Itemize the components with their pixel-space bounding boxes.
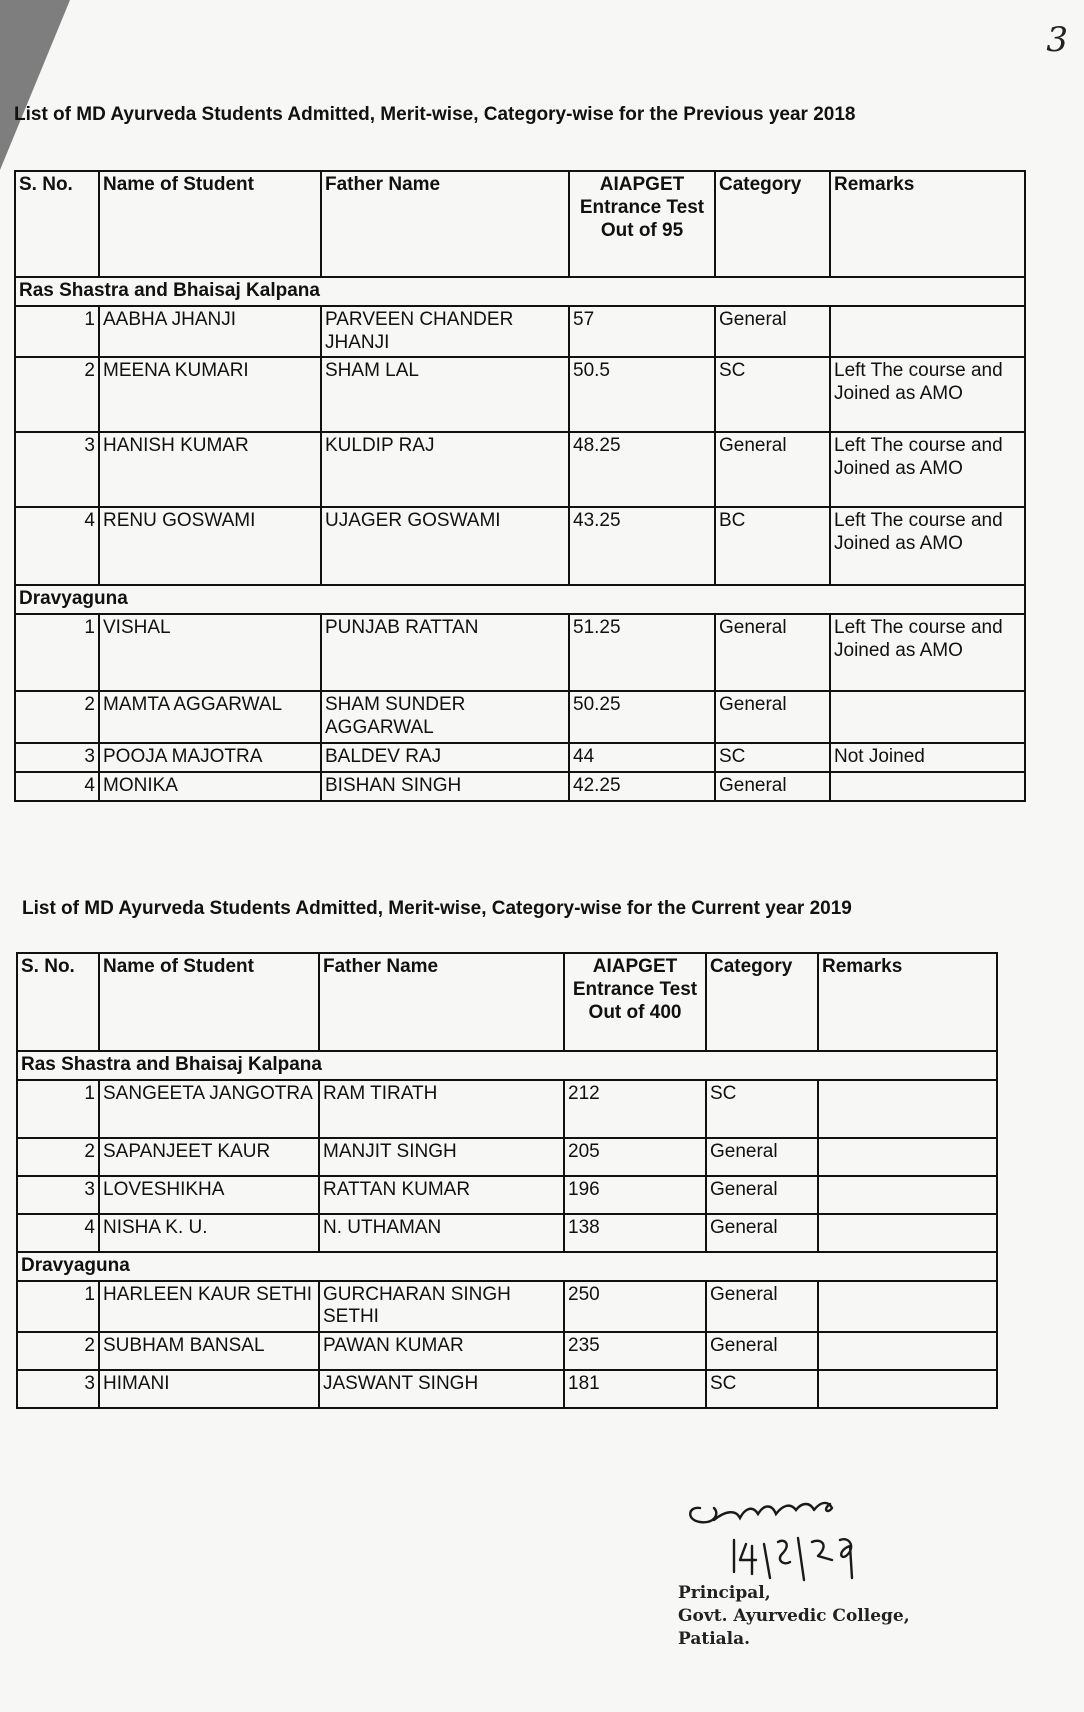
table-row xyxy=(17,1080,997,1138)
signatory-institution: Govt. Ayurvedic College, xyxy=(678,1605,910,1626)
table-row xyxy=(15,306,1025,358)
handwritten-signature xyxy=(680,1480,900,1590)
table-row xyxy=(15,357,1025,432)
cell-category: General xyxy=(715,772,830,801)
cell-remarks xyxy=(818,1370,997,1408)
cell-father: GURCHARAN SINGH SETHI xyxy=(319,1281,564,1333)
section-name: Ras Shastra and Bhaisaj Kalpana xyxy=(17,1051,997,1080)
cell-father: BISHAN SINGH xyxy=(321,772,569,801)
signatory-city: Patiala. xyxy=(678,1628,751,1649)
cell-sno: 1 xyxy=(17,1080,99,1138)
cell-sno: 1 xyxy=(17,1281,99,1333)
cell-score: 44 xyxy=(569,743,715,772)
cell-sno: 4 xyxy=(17,1214,99,1252)
cell-score: 181 xyxy=(564,1370,706,1408)
cell-father: SHAM SUNDER AGGARWAL xyxy=(321,691,569,743)
cell-category: General xyxy=(715,432,830,507)
cell-sno: 2 xyxy=(17,1138,99,1176)
signatory-block xyxy=(678,1582,910,1651)
header-remarks: Remarks xyxy=(818,953,997,1051)
cell-sno: 3 xyxy=(15,743,99,772)
cell-sno: 2 xyxy=(15,357,99,432)
cell-remarks xyxy=(818,1332,997,1370)
cell-remarks xyxy=(818,1281,997,1333)
cell-name: MAMTA AGGARWAL xyxy=(99,691,321,743)
header-category: Category xyxy=(706,953,818,1051)
cell-category: General xyxy=(715,306,830,358)
header-sno: S. No. xyxy=(15,171,99,277)
cell-sno: 3 xyxy=(17,1370,99,1408)
cell-remarks: Left The course and Joined as AMO xyxy=(830,614,1025,691)
cell-name: NISHA K. U. xyxy=(99,1214,319,1252)
section-row xyxy=(17,1252,997,1281)
table-row xyxy=(17,1281,997,1333)
scan-corner-shadow xyxy=(0,0,70,170)
section-row xyxy=(15,277,1025,306)
cell-remarks: Not Joined xyxy=(830,743,1025,772)
cell-category: SC xyxy=(715,743,830,772)
cell-name: POOJA MAJOTRA xyxy=(99,743,321,772)
page-number-mark: 3 xyxy=(1046,20,1068,60)
cell-name: HARLEEN KAUR SETHI xyxy=(99,1281,319,1333)
cell-name: MEENA KUMARI xyxy=(99,357,321,432)
cell-remarks xyxy=(818,1214,997,1252)
cell-name: HIMANI xyxy=(99,1370,319,1408)
cell-remarks xyxy=(830,691,1025,743)
cell-sno: 2 xyxy=(17,1332,99,1370)
cell-remarks xyxy=(830,306,1025,358)
cell-score: 212 xyxy=(564,1080,706,1138)
table-row xyxy=(15,507,1025,585)
cell-score: 250 xyxy=(564,1281,706,1333)
cell-remarks: Left The course and Joined as AMO xyxy=(830,507,1025,585)
cell-category: SC xyxy=(706,1080,818,1138)
cell-father: MANJIT SINGH xyxy=(319,1138,564,1176)
cell-sno: 4 xyxy=(15,507,99,585)
cell-sno: 2 xyxy=(15,691,99,743)
table-row xyxy=(15,691,1025,743)
cell-father: KULDIP RAJ xyxy=(321,432,569,507)
cell-score: 50.25 xyxy=(569,691,715,743)
cell-remarks xyxy=(818,1138,997,1176)
cell-father: JASWANT SINGH xyxy=(319,1370,564,1408)
header-father: Father Name xyxy=(319,953,564,1051)
cell-score: 138 xyxy=(564,1214,706,1252)
section-name: Dravyaguna xyxy=(17,1252,997,1281)
cell-category: General xyxy=(706,1214,818,1252)
cell-father: RATTAN KUMAR xyxy=(319,1176,564,1214)
table-2019 xyxy=(16,952,998,1409)
cell-remarks: Left The course and Joined as AMO xyxy=(830,357,1025,432)
cell-score: 50.5 xyxy=(569,357,715,432)
cell-father: N. UTHAMAN xyxy=(319,1214,564,1252)
signatory-title: Principal, xyxy=(678,1583,771,1603)
cell-sno: 3 xyxy=(15,432,99,507)
table-2018-header-row xyxy=(15,171,1025,277)
section-row xyxy=(15,585,1025,614)
header-score: AIAPGET Entrance Test Out of 95 xyxy=(569,171,715,277)
cell-sno: 4 xyxy=(15,772,99,801)
table-row xyxy=(15,614,1025,691)
title-2019: List of MD Ayurveda Students Admitted, Merit-wise, Category-wise for the Current year 2019 xyxy=(22,898,852,919)
cell-category: SC xyxy=(706,1370,818,1408)
section-name: Ras Shastra and Bhaisaj Kalpana xyxy=(15,277,1025,306)
cell-name: MONIKA xyxy=(99,772,321,801)
cell-father: PARVEEN CHANDER JHANJI xyxy=(321,306,569,358)
section-name: Dravyaguna xyxy=(15,585,1025,614)
table-row xyxy=(17,1332,997,1370)
cell-name: LOVESHIKHA xyxy=(99,1176,319,1214)
cell-score: 48.25 xyxy=(569,432,715,507)
cell-father: SHAM LAL xyxy=(321,357,569,432)
cell-name: VISHAL xyxy=(99,614,321,691)
table-row xyxy=(15,432,1025,507)
header-father: Father Name xyxy=(321,171,569,277)
cell-sno: 3 xyxy=(17,1176,99,1214)
cell-score: 205 xyxy=(564,1138,706,1176)
table-row xyxy=(15,743,1025,772)
cell-category: BC xyxy=(715,507,830,585)
cell-remarks: Left The course and Joined as AMO xyxy=(830,432,1025,507)
table-row xyxy=(17,1370,997,1408)
section-row xyxy=(17,1051,997,1080)
cell-remarks xyxy=(830,772,1025,801)
cell-category: General xyxy=(715,614,830,691)
header-name: Name of Student xyxy=(99,953,319,1051)
cell-name: SUBHAM BANSAL xyxy=(99,1332,319,1370)
cell-score: 42.25 xyxy=(569,772,715,801)
cell-sno: 1 xyxy=(15,306,99,358)
table-2019-header-row xyxy=(17,953,997,1051)
cell-father: RAM TIRATH xyxy=(319,1080,564,1138)
cell-score: 51.25 xyxy=(569,614,715,691)
cell-name: AABHA JHANJI xyxy=(99,306,321,358)
cell-score: 235 xyxy=(564,1332,706,1370)
cell-category: General xyxy=(706,1281,818,1333)
cell-category: General xyxy=(706,1332,818,1370)
cell-father: BALDEV RAJ xyxy=(321,743,569,772)
cell-father: PUNJAB RATTAN xyxy=(321,614,569,691)
cell-name: SANGEETA JANGOTRA xyxy=(99,1080,319,1138)
title-2018: List of MD Ayurveda Students Admitted, Merit-wise, Category-wise for the Previous year 2018 xyxy=(14,104,856,125)
table-row xyxy=(17,1176,997,1214)
header-sno: S. No. xyxy=(17,953,99,1051)
cell-father: PAWAN KUMAR xyxy=(319,1332,564,1370)
header-remarks: Remarks xyxy=(830,171,1025,277)
table-2018 xyxy=(14,170,1026,802)
cell-category: General xyxy=(706,1176,818,1214)
cell-remarks xyxy=(818,1176,997,1214)
cell-category: General xyxy=(706,1138,818,1176)
cell-category: SC xyxy=(715,357,830,432)
cell-name: RENU GOSWAMI xyxy=(99,507,321,585)
cell-category: General xyxy=(715,691,830,743)
header-score: AIAPGET Entrance Test Out of 400 xyxy=(564,953,706,1051)
table-row xyxy=(17,1138,997,1176)
cell-score: 196 xyxy=(564,1176,706,1214)
table-row xyxy=(15,772,1025,801)
cell-name: SAPANJEET KAUR xyxy=(99,1138,319,1176)
cell-score: 57 xyxy=(569,306,715,358)
cell-name: HANISH KUMAR xyxy=(99,432,321,507)
cell-remarks xyxy=(818,1080,997,1138)
cell-father: UJAGER GOSWAMI xyxy=(321,507,569,585)
header-name: Name of Student xyxy=(99,171,321,277)
header-category: Category xyxy=(715,171,830,277)
cell-sno: 1 xyxy=(15,614,99,691)
cell-score: 43.25 xyxy=(569,507,715,585)
table-row xyxy=(17,1214,997,1252)
